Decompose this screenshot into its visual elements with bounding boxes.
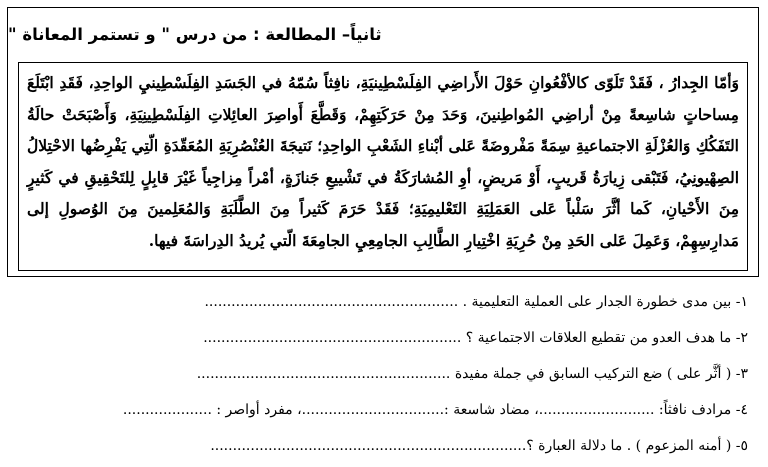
question-2: ٢- ما هدف العدو من تقطيع العلاقات الاجتماعية ؟ .......................................................... <box>203 330 748 346</box>
passage-line-1: وَأمّا الجِدارُ ، فَقَدْ تَلَوّى كالأفْعُوانِ حَوْلَ الأَراضِي الفِلَسْطِينيَةِ، نافِثاً سُمّهُ في الجَسَدِ الفِلَسْطِينيِ الواحِدِ، فَقَدِ ابْتَلَعَ <box>27 73 739 92</box>
passage-line-5: لِلتَحْقِيقِ في كَثيرٍ مِنَ الأَحْيانِ، كَما أثَّرَ سَلْباً عَلى العَمَلِيَةِ التَعْليمِيَةِ؛ فَقَدْ حَرَمَ كَثيراً مِنَ الطَّلَبَةِ وَالمُعَلِمينَ مِنَ <box>27 167 740 218</box>
questions-list <box>8 284 748 464</box>
passage-box <box>18 62 748 271</box>
reading-passage <box>27 67 739 256</box>
question-3: ٣- ( أثَّر على ) ضع التركيب السابق في جملة مفيدة ......................................................... <box>196 366 748 382</box>
question-4: ٤- مرادف نافثاً: ..........................، مضاد شاسعة :................................، مفرد أواصر : .................... <box>122 402 748 418</box>
question-5: ٥- ( أمنه المزعوم ) . ما دلالة العبارة ؟....................................................................... <box>210 438 748 454</box>
passage-line-6: الوُصولِ إلى مَدارِسِهِمْ، وَعَمِلَ عَلى الحَدِ مِنْ حُرِيَةِ اخْتِيارِ الطَّالِبِ الجامِعِيِ الجامِعَةَ الّتي يُريدُ الدِراسَةَ فيها. <box>27 199 739 250</box>
question-1: ١- بين مدى خطورة الجدار على العملية التعليمية . ......................................................... <box>204 294 748 310</box>
passage-line-2: مِساحاتٍ شاسِعةً مِنْ أراضِي المُواطِنينَ، وَحَدَ مِنْ حَرَكَتِهِمْ، وَقَطَّعَ أَواصِرَ العائِلاتِ الفِلَسْطِينِيَةِ، وَأَصْبَحَتْ حالَةُ <box>27 104 739 124</box>
passage-line-4: الاحْتِلالُ الصِهْيونِيُ، فَتَبْقى زِيارَةُ قَريبٍ، أَوْ مَريضٍ، أوِ المُشارَكَةُ في تَشْييعِ جَنازَةٍ، أمْراً مِزاجِياً غَيْرَ قابِلٍ <box>27 136 739 187</box>
section-title: ثانياً– المطالعة : من درس " و تستمر المعاناة " <box>8 24 382 44</box>
reading-section-frame <box>7 7 759 277</box>
passage-line-3: التَفَكُكِ وَالعُزْلَةِ الاجتماعيةِ سِمَةً مَفْروضَةً عَلى أبْناءِ الشَعْبِ الواحِدِ؛ نَتيجَةَ العُنْصُرِيَةِ المُعَقّدَةِ الّتِي يَفْرِضُها <box>80 136 739 155</box>
